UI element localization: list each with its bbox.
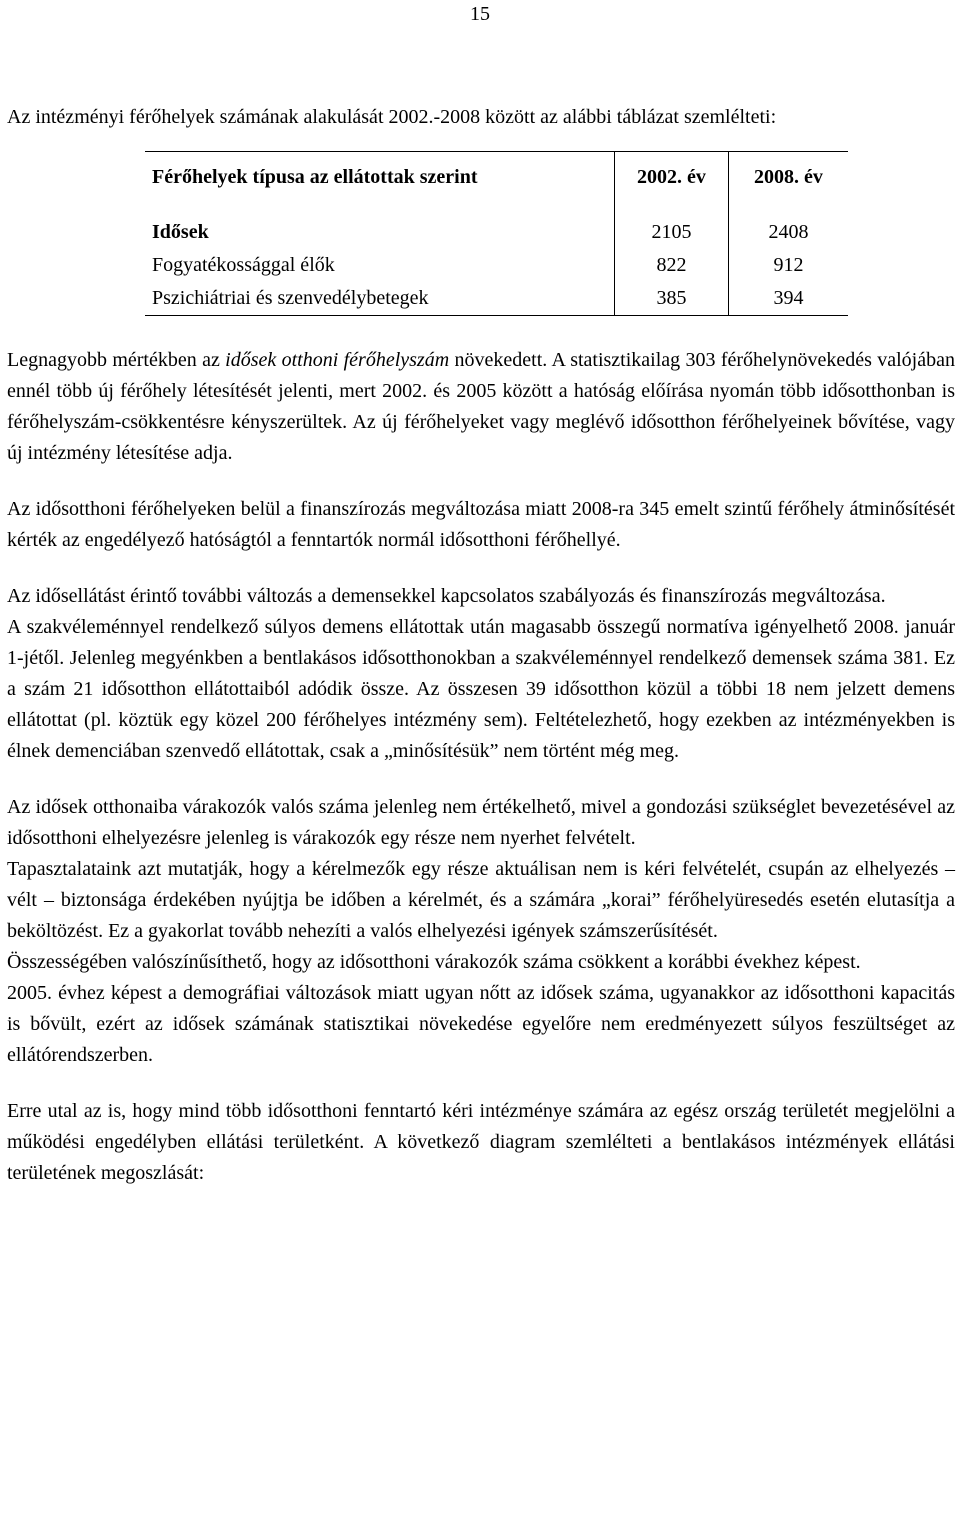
paragraph-waiting: Az idősek otthonaiba várakozók valós száma jelenleg nem értékelhető, mivel a gondozási szükséglet bevezetésével az idősotthoni elhelyezésre jelenleg is várakozók egy része nem nyerhet felvételt. [7, 796, 955, 849]
row-value-2008: 394 [729, 282, 849, 316]
paragraph-experience: Tapasztalataink azt mutatják, hogy a kérelmezők egy része aktuálisan nem is kéri felvételét, csupán az elhelyezés – vélt – biztonsága érdekében nyújtja be időben a kérelmét, és a számára „korai” férőhelyüresedés esetén elutasítja a beköltözést. Ez a gyakorlat tovább nehezíti a valós elhelyezési igények számszerűsítését. [7, 858, 955, 942]
document-body [7, 102, 955, 1189]
intro-paragraph: Az intézményi férőhelyek számának alakulását 2002.-2008 között az alábbi táblázat szemlélteti: [7, 106, 777, 128]
row-label: Pszichiátriai és szenvedélybetegek [145, 282, 615, 316]
paragraph-demography: 2005. évhez képest a demográfiai változások miatt ugyan nőtt az idősek száma, ugyanakkor az idősotthoni kapacitás is bővült, ezért az idősek számának statisztikai növekedése egyelőre nem eredményezett súlyos feszültséget az ellátórendszerben. [7, 982, 955, 1066]
row-label: Idősek [145, 216, 615, 249]
capacity-table-wrapper [7, 151, 955, 316]
paragraph-growth-lead: Legnagyobb mértékben az [7, 349, 226, 371]
row-value-2008: 912 [773, 254, 804, 276]
paragraph-growth-rest: növekedett. A statisztikailag 303 férőhelynövekedés valójában ennél több új férőhely létesítését jelenti, mert 2002. és 2005 között a hatóság előírása nyomán több idősotthonban is férőhelyszám-csökkentésre kényszerültek. Az új férőhelyeket vagy meglévő idősotthon férőhelyeinek bővítése, vagy új intézmény létesítése adja. [7, 349, 955, 464]
paragraph-dementia-change: Az idősellátást érintő további változás a demensekkel kapcsolatos szabályozás és finanszírozás megváltozása. [7, 585, 886, 607]
paragraph-summary: Összességében valószínűsíthető, hogy az idősotthoni várakozók száma csökkent a korábbi évekhez képest. [7, 951, 861, 973]
paragraph-growth-emphasis: idősek otthoni férőhelyszám [225, 349, 450, 371]
table-row [145, 216, 848, 249]
row-value-2002: 822 [615, 249, 729, 282]
row-value-2002: 385 [615, 282, 729, 316]
table-header-row [145, 152, 848, 203]
header-2008: 2008. év [729, 152, 849, 203]
paragraph-growth [7, 345, 955, 469]
paragraph-financing: Az idősotthoni férőhelyeken belül a finanszírozás megváltozása miatt 2008-ra 345 emelt szintű férőhely átminősítését kérték az engedélyező hatóságtól a fenntartók normál idősotthoni férőhellyé. [7, 498, 955, 551]
row-value-2008: 2408 [768, 221, 809, 243]
capacity-table [145, 151, 848, 316]
paragraph-dementia-details: A szakvéleménnyel rendelkező súlyos demens ellátottak után magasabb összegű normatíva igényelhető 2008. január 1-jétől. Jelenleg megyénkben a bentlakásos idősotthonokban a szakvéleménnyel rendelkező demensek száma 381. Ez a szám 21 idősotthon ellátottaiból adódik össze. Az összesen 39 idősotthon közül a többi 18 nem jelzett demens ellátottat (pl. köztük egy közel 200 férőhelyes intézmény sem). Feltételezhető, hogy ezekben az intézményekben is élnek demenciában szenvedő ellátottak, csak a „minősítésük” nem történt még meg. [7, 616, 955, 762]
page-number: 15 [470, 3, 490, 25]
header-2002: 2002. év [615, 152, 729, 203]
paragraph-service-area: Erre utal az is, hogy mind több idősotthoni fenntartó kéri intézménye számára az egész ország területét megjelölni a működési engedélyben ellátási területként. A következő diagram szemlélteti a bentlakásos intézmények ellátási területének megoszlását: [7, 1100, 955, 1184]
row-label: Fogyatékossággal élők [145, 249, 615, 282]
table-row [145, 249, 848, 282]
row-value-2002: 2105 [615, 216, 729, 249]
table-row [145, 282, 848, 316]
table-spacer-row [145, 202, 848, 216]
header-type: Férőhelyek típusa az ellátottak szerint [145, 152, 615, 203]
